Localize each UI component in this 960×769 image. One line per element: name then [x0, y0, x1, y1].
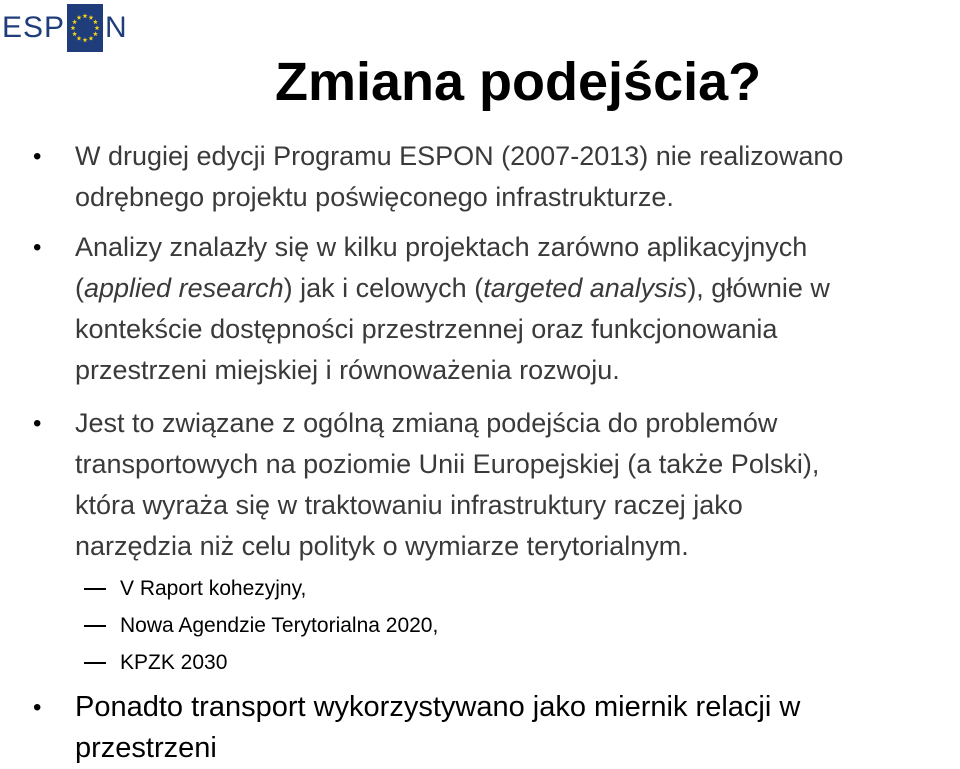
- italic-term: applied research: [84, 273, 284, 303]
- italic-term: targeted analysis: [483, 273, 688, 303]
- bullet-line: [75, 227, 955, 268]
- sub-item-text: KPZK 2030: [120, 651, 228, 674]
- bullet-dot: •: [33, 410, 42, 437]
- bullet-line: Jest to związane z ogólną zmianą podejścia do problemów: [75, 408, 778, 438]
- star-icon: [71, 25, 76, 30]
- dash-marker: [84, 588, 106, 590]
- bullet-item-1: [33, 136, 955, 218]
- sub-item-3: [120, 645, 920, 681]
- eu-stars-icon: [67, 4, 103, 52]
- bullet-line: Ponadto transport wykorzystywano jako miernik relacji w: [75, 691, 801, 723]
- bullet-dot: •: [33, 143, 42, 170]
- bullet-line: przestrzeni: [75, 732, 217, 764]
- star-icon: [72, 31, 77, 36]
- sub-item-text: Nowa Agendzie Terytorialna 2020,: [120, 614, 439, 637]
- star-icon: [93, 19, 98, 24]
- star-icon: [72, 19, 77, 24]
- bullet-text: Analizy znalazły się w kilku projektach zarówno aplikacyjnych: [75, 232, 808, 262]
- dash-marker: [84, 625, 106, 627]
- bullet-item-4: [33, 687, 955, 769]
- slide-title: Zmiana podejścia?: [275, 52, 762, 112]
- eu-stars-circle-icon: [68, 11, 102, 45]
- bullet-line: [75, 350, 955, 391]
- bullet-text: ), głównie w: [687, 273, 830, 303]
- star-icon: [89, 15, 94, 20]
- sub-item-text: V Raport kohezyjny,: [120, 577, 307, 600]
- bullet-item-3: [33, 403, 955, 567]
- bullet-text: kontekście dostępności przestrzennej oraz funkcjonowania: [75, 314, 778, 344]
- star-icon: [77, 36, 82, 41]
- bullet-line: [75, 268, 955, 309]
- bullet-text: ) jak i celowych (: [283, 273, 484, 303]
- logo-text-left: ESP: [2, 11, 66, 44]
- bullet-text: przestrzeni miejskiej i równoważenia rozwoju.: [75, 355, 620, 385]
- star-icon: [93, 31, 98, 36]
- star-icon: [77, 15, 82, 20]
- sub-item-1: [120, 571, 920, 607]
- star-icon: [95, 25, 100, 30]
- bullet-line: która wyraża się w traktowaniu infrastruktury raczej jako: [75, 490, 743, 520]
- star-icon: [89, 36, 94, 41]
- bullet-line: odrębnego projektu poświęconego infrastrukturze.: [75, 182, 674, 212]
- bullet-item-2: [33, 227, 955, 391]
- sub-item-2: [120, 608, 920, 644]
- bullet-text: (: [75, 273, 84, 303]
- bullet-dot: •: [33, 694, 42, 721]
- star-icon: [83, 13, 88, 18]
- bullet-line: transportowych na poziomie Unii Europejskiej (a także Polski),: [75, 449, 820, 479]
- logo-text-right: N: [105, 11, 128, 44]
- bullet-line: narzędzia niż celu polityk o wymiarze terytorialnym.: [75, 531, 689, 561]
- espon-logo: [2, 4, 128, 52]
- dash-marker: [84, 662, 106, 664]
- bullet-dot: •: [33, 234, 42, 261]
- bullet-line: [75, 309, 955, 350]
- bullet-line: W drugiej edycji Programu ESPON (2007-2013) nie realizowano: [75, 141, 844, 171]
- star-icon: [83, 37, 88, 42]
